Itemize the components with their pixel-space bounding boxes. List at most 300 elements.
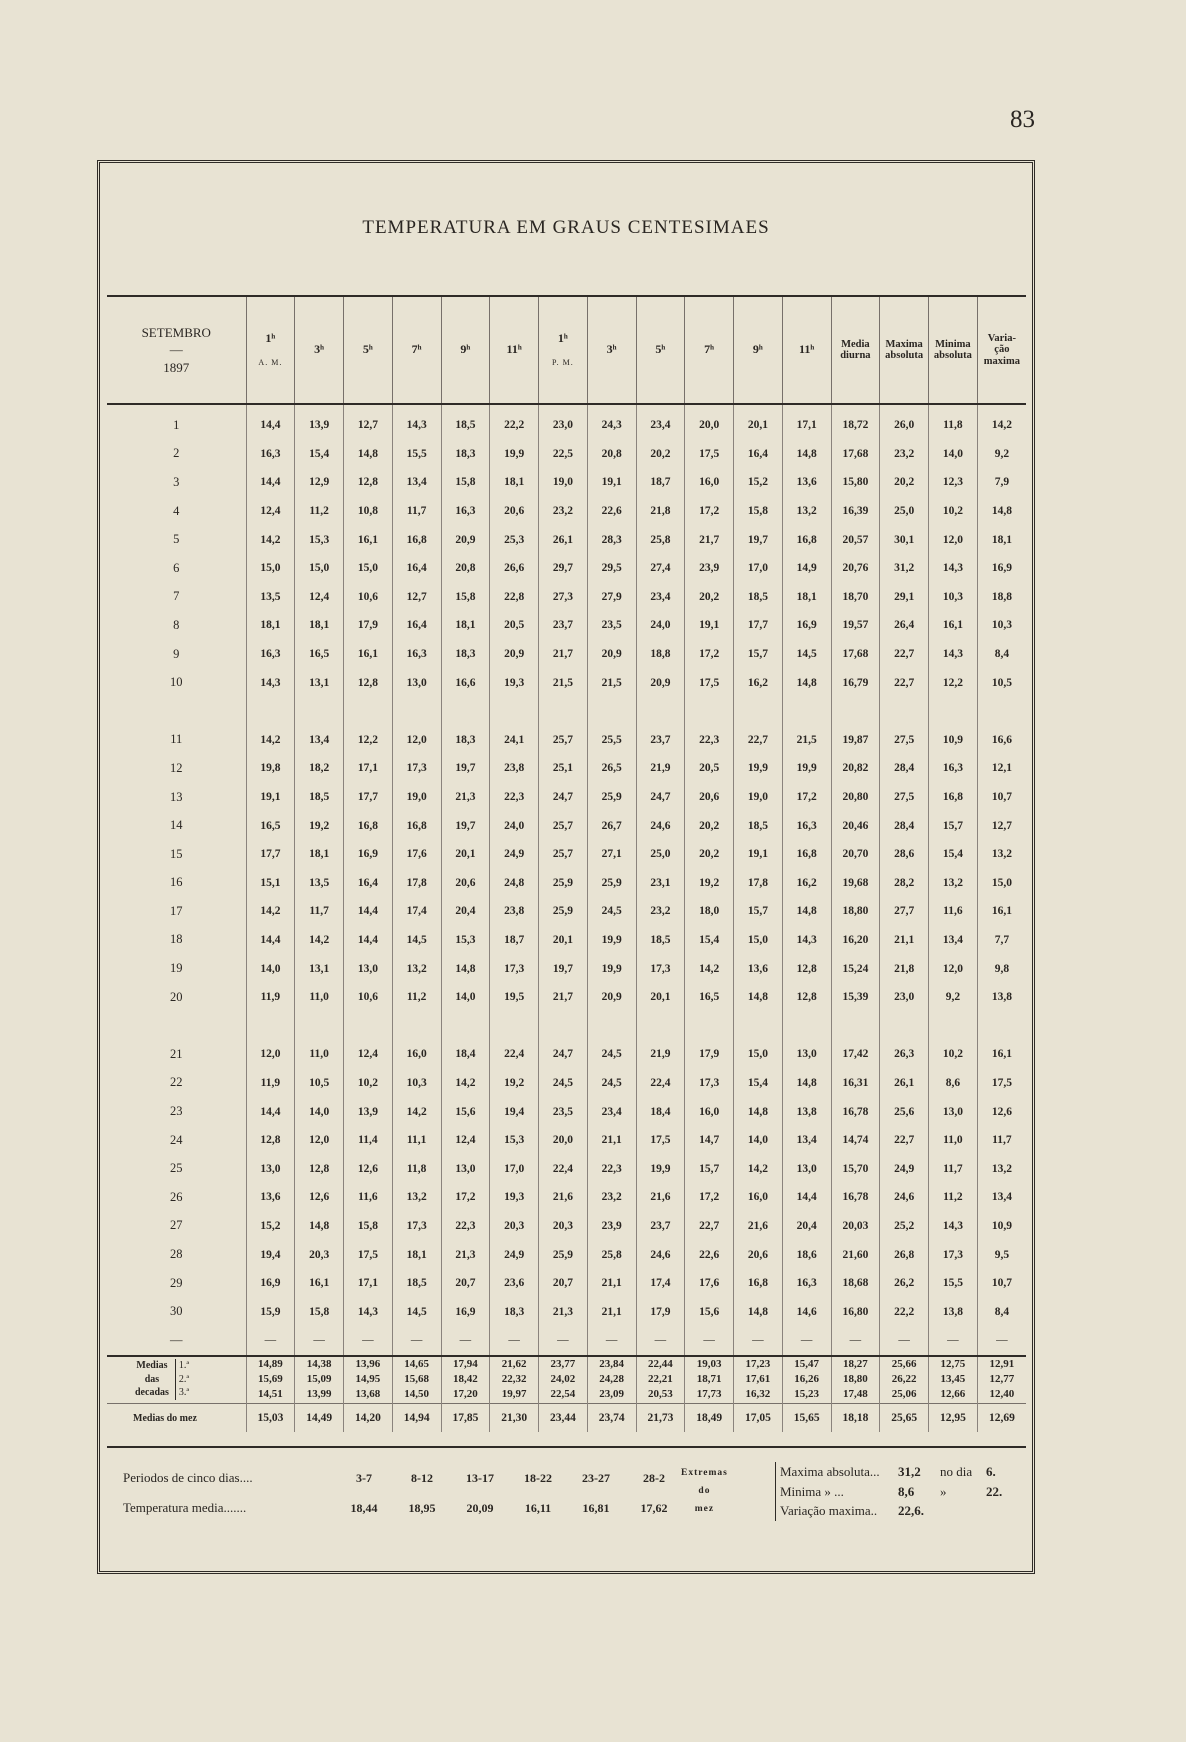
temperature-cell: 17,2 xyxy=(685,497,734,526)
temperature-cell: 26,0 xyxy=(880,404,929,440)
temperature-cell: 27,4 xyxy=(636,554,685,583)
period-range: 13-17 xyxy=(466,1471,494,1485)
temperature-cell: 15,0 xyxy=(734,1040,783,1069)
decade-mean-cell xyxy=(587,1356,636,1404)
extremes-label-line: mez xyxy=(694,1504,715,1515)
spacer-cell xyxy=(685,697,734,726)
temperature-cell: 16,9 xyxy=(344,840,393,869)
temperature-cell: 16,3 xyxy=(246,640,295,669)
temperature-cell: 16,8 xyxy=(734,1269,783,1298)
day-row xyxy=(107,583,1026,612)
temperature-cell: 17,4 xyxy=(392,897,441,926)
temperature-cell: 16,0 xyxy=(685,468,734,497)
hour-label: 3ʰ xyxy=(314,342,325,357)
spacer-cell xyxy=(880,697,929,726)
temperature-cell: 23,9 xyxy=(685,554,734,583)
temperature-cell: 13,0 xyxy=(246,1154,295,1183)
temperature-cell: 25,8 xyxy=(636,525,685,554)
temperature-cell: 13,0 xyxy=(392,668,441,697)
decade-ordinal: 2.ª xyxy=(178,1373,190,1385)
temperature-cell: 14,4 xyxy=(344,926,393,955)
temperature-cell: 20,2 xyxy=(685,583,734,612)
spacer-cell xyxy=(295,697,344,726)
temperature-cell: 14,7 xyxy=(685,1126,734,1155)
spacer-cell xyxy=(587,697,636,726)
temperature-cell: 15,1 xyxy=(246,869,295,898)
day-row xyxy=(107,668,1026,697)
decade-mean-value: 12,66 xyxy=(940,1388,966,1401)
temperature-cell: 16,39 xyxy=(831,497,880,526)
decade-mean-value: 17,61 xyxy=(745,1372,771,1385)
temperature-cell: 12,3 xyxy=(929,468,978,497)
temperature-cell: 12,8 xyxy=(782,954,831,983)
hour-label: 9ʰ xyxy=(460,342,471,357)
temperature-cell: 16,3 xyxy=(392,640,441,669)
temperature-cell: 19,0 xyxy=(392,783,441,812)
temperature-cell: 14,5 xyxy=(392,1297,441,1326)
decade-mean-value: 17,48 xyxy=(843,1388,868,1401)
temperature-cell: 13,6 xyxy=(734,954,783,983)
table-title: TEMPERATURA EM GRAUS CENTESIMAES xyxy=(362,217,770,238)
temperature-cell: 19,57 xyxy=(831,611,880,640)
temperature-cell: 14,8 xyxy=(782,440,831,469)
temperature-cell: 19,7 xyxy=(441,811,490,840)
temperature-cell: 24,6 xyxy=(636,811,685,840)
temperature-cell: 15,4 xyxy=(929,840,978,869)
temperature-cell: 20,2 xyxy=(636,440,685,469)
temperature-cell: 17,68 xyxy=(831,440,880,469)
temperature-cell: 18,5 xyxy=(734,811,783,840)
temperature-cell: 21,5 xyxy=(539,668,588,697)
month-header xyxy=(107,296,246,404)
decade-ordinal: 3.ª xyxy=(178,1387,190,1399)
temperature-cell: 16,9 xyxy=(246,1269,295,1298)
temperature-cell: 19,1 xyxy=(587,468,636,497)
temperature-cell: 17,68 xyxy=(831,640,880,669)
temperature-cell: 16,8 xyxy=(782,525,831,554)
temperature-cell: 11,7 xyxy=(929,1154,978,1183)
temperature-cell: 21,8 xyxy=(636,497,685,526)
temperature-cell: 15,7 xyxy=(929,811,978,840)
temperature-cell: 27,9 xyxy=(587,583,636,612)
temperature-cell: 23,1 xyxy=(636,869,685,898)
month-mean-cell: 25,65 xyxy=(880,1403,929,1432)
temperature-cell: 20,1 xyxy=(636,983,685,1012)
temperature-cell: 13,0 xyxy=(441,1154,490,1183)
decade-mean-value: 19,97 xyxy=(501,1388,527,1401)
decade-label-line: Medias xyxy=(136,1360,168,1372)
temperature-cell: 26,1 xyxy=(880,1069,929,1098)
temperature-cell: 17,3 xyxy=(392,754,441,783)
temperature-cell: 14,3 xyxy=(392,404,441,440)
temperature-cell: 18,1 xyxy=(392,1240,441,1269)
decade-mean-cell xyxy=(880,1356,929,1404)
decade-mean-value: 25,66 xyxy=(891,1357,917,1370)
temperature-cell: 14,2 xyxy=(977,404,1026,440)
spacer-cell xyxy=(295,1011,344,1040)
year: 1897 xyxy=(163,359,190,375)
day-row xyxy=(107,954,1026,983)
separator-cell: — xyxy=(539,1326,588,1356)
temperature-cell: 14,0 xyxy=(734,1126,783,1155)
month-mean-cell: 15,03 xyxy=(246,1403,295,1432)
spacer-cell xyxy=(107,697,246,726)
decade-mean-value: 23,09 xyxy=(599,1388,624,1401)
temperature-cell: 25,9 xyxy=(539,1240,588,1269)
period-mean: 16,11 xyxy=(524,1501,552,1515)
temperature-cell: 18,70 xyxy=(831,583,880,612)
decade-mean-value: 16,26 xyxy=(794,1372,819,1385)
separator-cell: — xyxy=(344,1326,393,1356)
day-number: 25 xyxy=(170,1161,183,1176)
spacer-cell xyxy=(539,1011,588,1040)
temperature-cell: 16,8 xyxy=(782,840,831,869)
decade-mean-value: 24,28 xyxy=(599,1372,624,1385)
month-mean-cell: 15,65 xyxy=(782,1403,831,1432)
decade-label-line: das xyxy=(144,1373,160,1385)
temperature-cell: 17,7 xyxy=(246,840,295,869)
period-range: 23-27 xyxy=(582,1471,610,1485)
temperature-cell: 16,4 xyxy=(344,869,393,898)
temperature-cell: 15,0 xyxy=(734,926,783,955)
temperature-cell: 24,5 xyxy=(587,1040,636,1069)
temperature-cell: 13,8 xyxy=(977,983,1026,1012)
decade-mean-cell xyxy=(734,1356,783,1404)
day-row xyxy=(107,1069,1026,1098)
temperature-cell: 21,3 xyxy=(539,1297,588,1326)
decade-mean-value: 21,62 xyxy=(501,1357,527,1370)
temperature-cell: 19,5 xyxy=(490,983,539,1012)
temperature-cell: 10,2 xyxy=(929,1040,978,1069)
temperature-cell: 14,2 xyxy=(246,525,295,554)
temperature-cell: 18,3 xyxy=(441,726,490,755)
day-row xyxy=(107,726,1026,755)
decade-mean-value: 14,38 xyxy=(306,1357,332,1370)
temperature-cell: 9,2 xyxy=(977,440,1026,469)
temperature-cell: 12,0 xyxy=(929,525,978,554)
temperature-cell: 23,8 xyxy=(490,897,539,926)
temperature-cell: 24,8 xyxy=(490,869,539,898)
temperature-cell: 10,5 xyxy=(977,668,1026,697)
temperature-cell: 19,2 xyxy=(490,1069,539,1098)
temperature-cell: 29,1 xyxy=(880,583,929,612)
temperature-cell: 21,1 xyxy=(587,1269,636,1298)
hour-label: 1ʰ xyxy=(557,331,568,345)
month-mean-cell: 17,85 xyxy=(441,1403,490,1432)
spacer-cell xyxy=(107,1011,246,1040)
decade-mean-value: 17,23 xyxy=(745,1357,771,1370)
month-mean-cell: 21,73 xyxy=(636,1403,685,1432)
decade-mean-cell xyxy=(782,1356,831,1404)
temperature-cell: 18,1 xyxy=(782,583,831,612)
temperature-cell: 11,8 xyxy=(392,1154,441,1183)
hour-header xyxy=(392,296,441,404)
temperature-cell: 20,9 xyxy=(441,525,490,554)
temperature-cell: 11,2 xyxy=(295,497,344,526)
temperature-cell: 23,6 xyxy=(490,1269,539,1298)
temperature-cell: 15,3 xyxy=(295,525,344,554)
month-name: SETEMBRO xyxy=(141,324,211,340)
temperature-cell: 19,0 xyxy=(539,468,588,497)
temperature-cell: 10,7 xyxy=(977,1269,1026,1298)
temperature-cell: 10,6 xyxy=(344,983,393,1012)
temperature-cell: 17,8 xyxy=(392,869,441,898)
temperature-cell: 12,0 xyxy=(929,954,978,983)
temperature-cell: 19,7 xyxy=(734,525,783,554)
separator-cell: — xyxy=(170,1332,183,1347)
month-mean-cell: 18,18 xyxy=(831,1403,880,1432)
temperature-cell: 20,1 xyxy=(441,840,490,869)
temperature-cell: 15,3 xyxy=(441,926,490,955)
hour-header xyxy=(539,296,588,404)
hour-label: 5ʰ xyxy=(655,342,666,357)
temperature-cell: 15,39 xyxy=(831,983,880,1012)
summary-header xyxy=(880,296,929,404)
spacer-cell xyxy=(929,1011,978,1040)
spacer-cell xyxy=(977,1011,1026,1040)
temperature-cell: 18,3 xyxy=(441,640,490,669)
temperature-cell: 13,9 xyxy=(295,404,344,440)
temperature-cell: 20,4 xyxy=(782,1212,831,1241)
separator-cell: — xyxy=(880,1326,929,1356)
temperature-cell: 14,8 xyxy=(295,1212,344,1241)
decade-mean-cell xyxy=(977,1356,1026,1404)
temperature-cell: 19,7 xyxy=(539,954,588,983)
day-number: 26 xyxy=(170,1189,183,1204)
temperature-cell: 14,3 xyxy=(344,1297,393,1326)
temperature-cell: 14,8 xyxy=(441,954,490,983)
decade-mean-value: 22,54 xyxy=(550,1388,576,1401)
day-row xyxy=(107,525,1026,554)
temperature-cell: 24,3 xyxy=(587,404,636,440)
temperature-cell: 19,7 xyxy=(441,754,490,783)
temperature-cell: 16,31 xyxy=(831,1069,880,1098)
temperature-cell: 18,68 xyxy=(831,1269,880,1298)
period-means-values xyxy=(335,1500,683,1516)
separator-cell: — xyxy=(295,1326,344,1356)
temperature-cell: 16,3 xyxy=(929,754,978,783)
temperature-cell: 22,6 xyxy=(685,1240,734,1269)
decade-mean-cell xyxy=(831,1356,880,1404)
temperature-cell: 15,7 xyxy=(685,1154,734,1183)
temperature-cell: 24,6 xyxy=(880,1183,929,1212)
day-row xyxy=(107,640,1026,669)
temperature-cell: 12,4 xyxy=(441,1126,490,1155)
day-number: 1 xyxy=(173,417,180,432)
temperature-cell: 18,5 xyxy=(734,583,783,612)
temperature-cell: 11,9 xyxy=(246,983,295,1012)
temperature-cell: 14,2 xyxy=(441,1069,490,1098)
hour-label: 7ʰ xyxy=(704,342,715,357)
temperature-cell: 13,2 xyxy=(977,1154,1026,1183)
temperature-cell: 14,4 xyxy=(246,468,295,497)
temperature-cell: 14,8 xyxy=(782,1069,831,1098)
temperature-cell: 15,6 xyxy=(441,1097,490,1126)
day-row xyxy=(107,840,1026,869)
temperature-cell: 15,0 xyxy=(246,554,295,583)
separator-cell: — xyxy=(587,1326,636,1356)
temperature-cell: 15,5 xyxy=(929,1269,978,1298)
spacer-cell xyxy=(344,1011,393,1040)
decade-mean-value: 15,68 xyxy=(404,1372,429,1385)
temperature-cell: 9,5 xyxy=(977,1240,1026,1269)
temperature-cell: 18,7 xyxy=(490,926,539,955)
page-number: 83 xyxy=(1010,106,1035,133)
temperature-cell: 28,3 xyxy=(587,525,636,554)
temperature-cell: 10,2 xyxy=(929,497,978,526)
day-row xyxy=(107,1183,1026,1212)
day-number: 29 xyxy=(170,1275,183,1290)
decade-mean-cell xyxy=(490,1356,539,1404)
temperature-cell: 17,6 xyxy=(392,840,441,869)
temperature-cell: 23,2 xyxy=(587,1183,636,1212)
temperature-cell: 20,82 xyxy=(831,754,880,783)
temperature-cell: 17,5 xyxy=(685,440,734,469)
hour-period: A. M. xyxy=(258,358,283,368)
temperature-cell: 25,0 xyxy=(636,840,685,869)
temperature-cell: 20,80 xyxy=(831,783,880,812)
temperature-cell: 20,6 xyxy=(685,783,734,812)
summary-header xyxy=(929,296,978,404)
temperature-cell: 21,7 xyxy=(685,525,734,554)
temperature-cell: 17,3 xyxy=(392,1212,441,1241)
temperature-cell: 15,7 xyxy=(734,897,783,926)
temperature-cell: 20,2 xyxy=(880,468,929,497)
spacer-cell xyxy=(246,697,295,726)
temperature-cell: 16,6 xyxy=(441,668,490,697)
hour-label: 11ʰ xyxy=(506,342,522,357)
day-number: 17 xyxy=(170,903,183,918)
spacer-cell xyxy=(246,1011,295,1040)
temperature-cell: 20,8 xyxy=(587,440,636,469)
temperature-cell: 14,0 xyxy=(246,954,295,983)
day-row xyxy=(107,1040,1026,1069)
extreme-day: 6. xyxy=(986,1464,996,1479)
period-range: 18-22 xyxy=(524,1471,552,1485)
decade-mean-cell xyxy=(929,1356,978,1404)
temperature-cell: 13,0 xyxy=(929,1097,978,1126)
temperature-cell: 21,3 xyxy=(441,783,490,812)
temperature-cell: 20,5 xyxy=(490,611,539,640)
temperature-cell: 17,3 xyxy=(929,1240,978,1269)
decade-mean-value: 15,47 xyxy=(794,1357,819,1370)
decade-mean-cell xyxy=(344,1356,393,1404)
spacer-cell xyxy=(929,697,978,726)
extreme-line xyxy=(780,1501,1002,1521)
day-number: 21 xyxy=(170,1046,183,1061)
temperature-cell: 20,6 xyxy=(490,497,539,526)
temperature-cell: 8,4 xyxy=(977,1297,1026,1326)
temperature-cell: 25,9 xyxy=(539,869,588,898)
temperature-cell: 12,8 xyxy=(782,983,831,1012)
temperature-cell: 17,0 xyxy=(490,1154,539,1183)
temperature-cell: 11,1 xyxy=(392,1126,441,1155)
temperature-cell: 14,0 xyxy=(441,983,490,1012)
temperature-cell: 31,2 xyxy=(880,554,929,583)
hour-label: 5ʰ xyxy=(362,342,373,357)
temperature-cell: 14,3 xyxy=(929,640,978,669)
temperature-cell: 27,7 xyxy=(880,897,929,926)
temperature-cell: 18,1 xyxy=(246,611,295,640)
temperature-cell: 20,3 xyxy=(490,1212,539,1241)
temperature-cell: 25,9 xyxy=(539,897,588,926)
day-number: 16 xyxy=(170,875,183,890)
hour-header xyxy=(636,296,685,404)
temperature-cell: 11,7 xyxy=(295,897,344,926)
day-row xyxy=(107,783,1026,812)
temperature-cell: 11,0 xyxy=(295,983,344,1012)
extreme-label: Minima » ... xyxy=(780,1483,844,1499)
temperature-cell: 14,3 xyxy=(929,1212,978,1241)
temperature-cell: 11,4 xyxy=(344,1126,393,1155)
decade-mean-value: 18,27 xyxy=(843,1357,868,1370)
temperature-cell: 28,2 xyxy=(880,869,929,898)
temperature-cell: 25,9 xyxy=(587,869,636,898)
temperature-cell: 18,5 xyxy=(295,783,344,812)
temperature-cell: 21,5 xyxy=(587,668,636,697)
table-footer xyxy=(107,1446,1026,1558)
temperature-cell: 18,1 xyxy=(490,468,539,497)
temperature-cell: 20,3 xyxy=(295,1240,344,1269)
day-row xyxy=(107,1097,1026,1126)
temperature-cell: 7,9 xyxy=(977,468,1026,497)
temperature-cell: 17,42 xyxy=(831,1040,880,1069)
periods-label: Periodos de cinco dias.... xyxy=(123,1470,253,1485)
temperature-cell: 14,2 xyxy=(246,897,295,926)
temperature-cell: 11,9 xyxy=(246,1069,295,1098)
temperature-cell: 11,7 xyxy=(392,497,441,526)
temperature-cell: 21,7 xyxy=(539,640,588,669)
temperature-cell: 22,2 xyxy=(490,404,539,440)
day-number: 5 xyxy=(173,532,180,547)
temperature-cell: 19,1 xyxy=(246,783,295,812)
temperature-cell: 23,4 xyxy=(636,404,685,440)
temperature-cell: 26,6 xyxy=(490,554,539,583)
temperature-cell: 22,4 xyxy=(636,1069,685,1098)
temperature-cell: 11,6 xyxy=(929,897,978,926)
temperature-cell: 15,4 xyxy=(734,1069,783,1098)
temperature-cell: 16,20 xyxy=(831,926,880,955)
temperature-cell: 17,5 xyxy=(977,1069,1026,1098)
temperature-cell: 19,3 xyxy=(490,668,539,697)
temperature-cell: 12,4 xyxy=(295,583,344,612)
temperature-cell: 23,0 xyxy=(880,983,929,1012)
temperature-cell: 17,7 xyxy=(344,783,393,812)
summary-header-line: ção xyxy=(994,344,1010,356)
day-number: 11 xyxy=(170,732,183,747)
separator-cell: — xyxy=(636,1326,685,1356)
decade-mean-value: 14,65 xyxy=(404,1357,429,1370)
temperature-cell: 17,9 xyxy=(636,1297,685,1326)
temperature-cell: 18,80 xyxy=(831,897,880,926)
temperature-cell: 25,9 xyxy=(587,783,636,812)
temperature-cell: 23,5 xyxy=(587,611,636,640)
month-mean-cell: 14,49 xyxy=(295,1403,344,1432)
temperature-cell: 19,9 xyxy=(782,754,831,783)
temperature-cell: 23,0 xyxy=(539,404,588,440)
day-row xyxy=(107,754,1026,783)
temperature-cell: 22,3 xyxy=(685,726,734,755)
temperature-cell: 16,3 xyxy=(782,1269,831,1298)
hour-label: 11ʰ xyxy=(799,342,815,357)
temperature-cell: 19,1 xyxy=(734,840,783,869)
hour-header xyxy=(295,296,344,404)
hour-period: P. M. xyxy=(552,358,574,368)
temperature-cell: 19,9 xyxy=(587,954,636,983)
temperature-cell: 20,4 xyxy=(441,897,490,926)
temperature-cell: 20,0 xyxy=(685,404,734,440)
temperature-cell: 16,4 xyxy=(734,440,783,469)
